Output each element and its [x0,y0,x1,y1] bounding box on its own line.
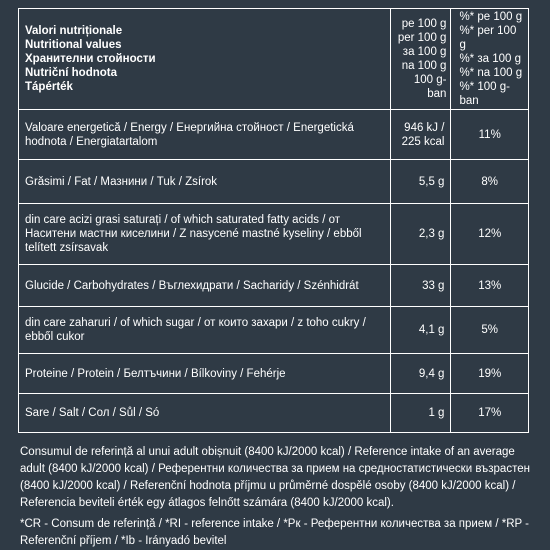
nutrient-name: Grăsimi / Fat / Мазнини / Tuk / Zsírok [19,160,391,204]
header-name: Nutriční hodnota [25,67,117,79]
header-pct: %* na 100 g [459,67,523,79]
nutrient-value: 9,4 g [391,354,451,394]
nutrient-percent: 19% [451,354,529,394]
header-per: per 100 g [397,32,447,44]
table-row-protein [19,354,529,394]
nutrient-name: din care acizi grasi saturați / of which saturated fatty acids / от Наситени мастни киселини / Z nasycené mastné kyseliny / ebből telített zsírsavak [19,204,391,265]
header-name: Хранителни стойности [25,53,156,65]
nutrition-table [18,8,529,433]
nutrient-percent: 11% [451,110,529,160]
header-pct: %* pe 100 g [459,11,523,23]
header-names-cell [19,9,391,110]
table-row-carbohydrates [19,265,529,307]
nutrient-value: 1 g [391,394,451,433]
nutrient-name: Glucide / Carbohydrates / Въглехидрати / Sacharidy / Szénhidrát [19,265,391,307]
nutrient-name: Valoare energetică / Energy / Енергийна стойност / Energetická hodnota / Energiatartalom [19,110,391,160]
nutrient-percent: 17% [451,394,529,433]
table-row-saturated-fat [19,204,529,265]
nutrient-value: 4,1 g [391,307,451,354]
nutrient-name: Sare / Salt / Сол / Sůl / Só [19,394,391,433]
header-per: за 100 g [402,46,447,58]
table-row-sugar [19,307,529,354]
nutrient-value: 33 g [391,265,451,307]
table-row-salt [19,394,529,433]
table-row-energy [19,110,529,160]
nutrient-value: 946 kJ / 225 kcal [391,110,451,160]
nutrient-percent: 8% [451,160,529,204]
header-per: pe 100 g [401,18,447,30]
header-pct-cell [451,9,529,110]
table-row-fat [19,160,529,204]
table-header-row [19,9,529,110]
header-name: Nutritional values [25,39,122,51]
nutrient-value: 2,3 g [391,204,451,265]
nutrient-value: 5,5 g [391,160,451,204]
nutrition-label [18,8,532,547]
nutrient-percent: 13% [451,265,529,307]
nutrient-percent: 5% [451,307,529,354]
header-per-cell [391,9,451,110]
header-pct: %* за 100 g [459,53,521,65]
header-pct: %* 100 g-ban [459,81,510,107]
header-name: Valori nutriționale [25,25,123,37]
reference-intake-note: Consumul de referință al unui adult obișnuit (8400 kJ/2000 kcal) / Reference intake of an average adult (8400 kJ/2000 kcal) / Референтни количества за прием на средностатистически възрастен (8400 kJ/2000 kcal) / Referenční hodnota příjmu u průměrné dospělé osoby (8400 kJ/2000 kcal) / Referencia beviteli érték egy átlagos felnőtt számára (8400 kJ/2000 kcal). [20,446,530,509]
nutrient-name: din care zaharuri / of which sugar / от които захари / z toho cukry / ebből cukor [19,307,391,354]
abbreviations-note: *CR - Consum de referință / *RI - reference intake / *Рк - Референтни количества за прием / *RP - Referenční příjem / *Ib - Irányadó bevitel [20,518,529,547]
nutrient-percent: 12% [451,204,529,265]
footnotes [20,444,532,550]
header-name: Tápérték [25,81,73,93]
nutrient-name: Proteine / Protein / Белтъчини / Bílkoviny / Fehérje [19,354,391,394]
header-pct: %* per 100 g [459,25,517,51]
header-per: 100 g-ban [413,74,447,100]
header-per: na 100 g [401,60,447,72]
